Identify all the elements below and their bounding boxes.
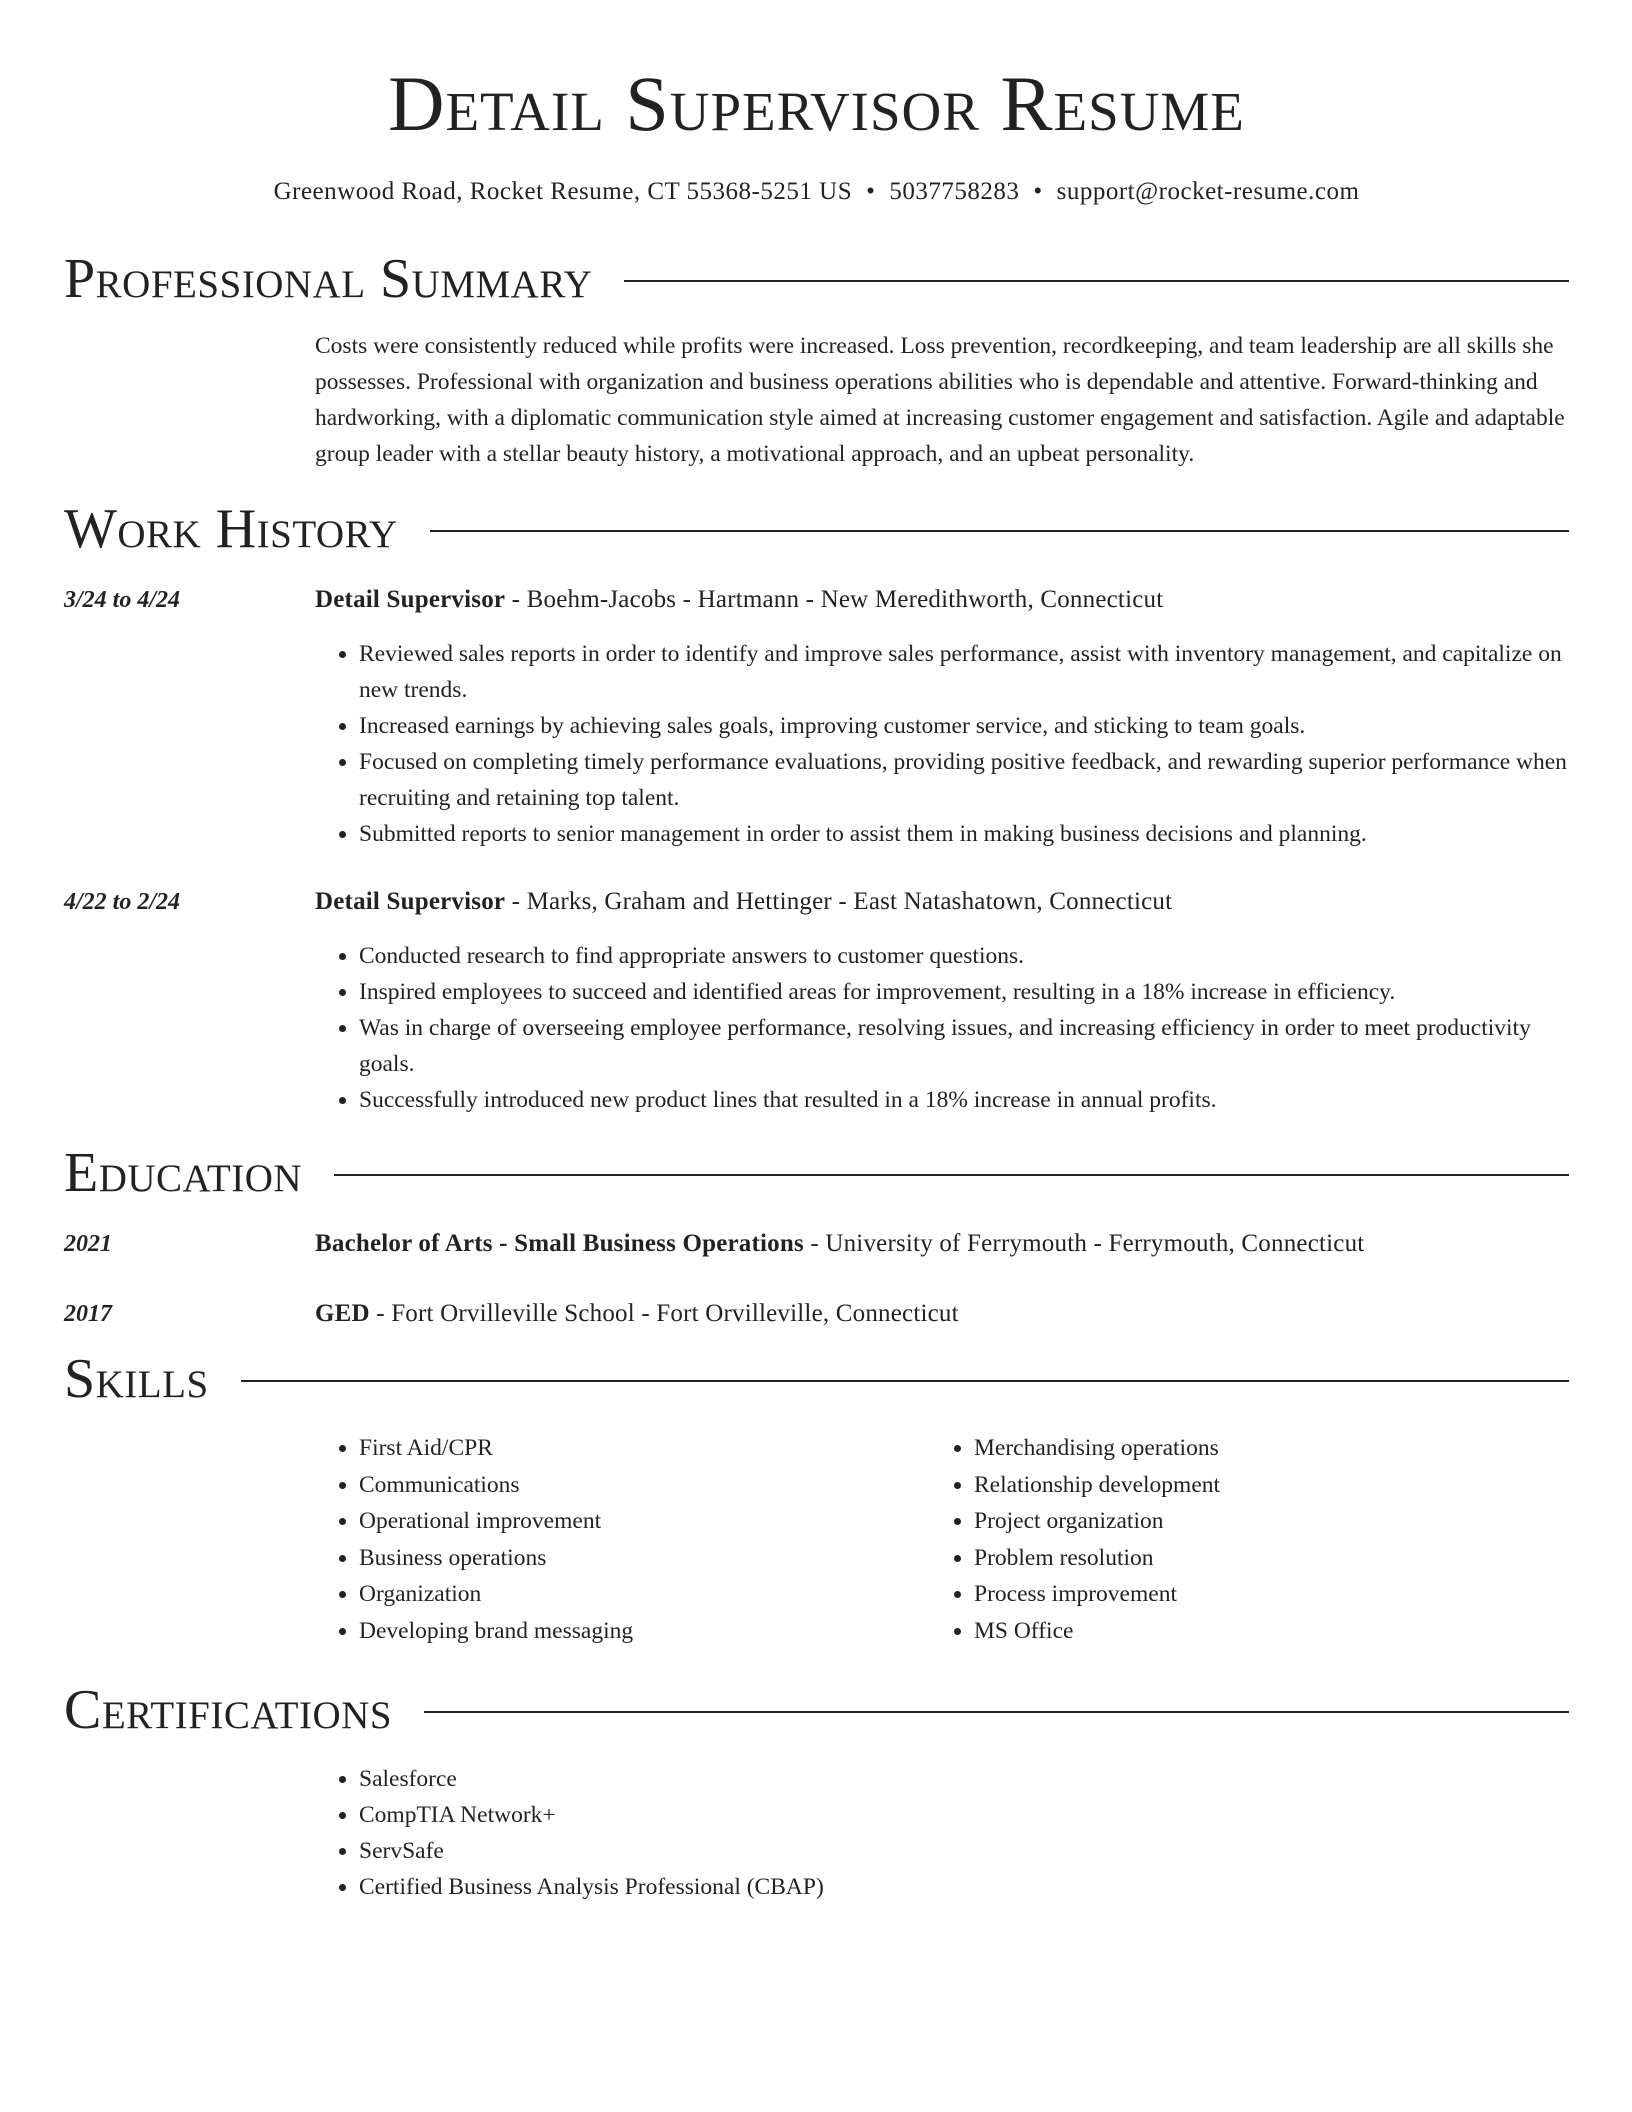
skill-item: • Project organization — [974, 1503, 1545, 1540]
skill-item: • MS Office — [974, 1613, 1545, 1650]
job-content — [315, 582, 1569, 852]
section-divider — [624, 280, 1569, 282]
education-details: - Fort Orvilleville School - Fort Orvilleville, Connecticut — [369, 1300, 959, 1327]
job-role: Detail Supervisor — [315, 888, 506, 915]
skill-item: • Developing brand messaging — [359, 1613, 930, 1650]
skill-item: • Operational improvement — [359, 1503, 930, 1540]
skill-item: • Merchandising operations — [974, 1430, 1545, 1467]
job-details: - Marks, Graham and Hettinger - East Natashatown, Connecticut — [505, 888, 1173, 915]
job-bullets — [315, 938, 1569, 1118]
education-year: 2021 — [64, 1231, 112, 1257]
education-year: 2017 — [64, 1301, 112, 1327]
education-content — [315, 1296, 1569, 1332]
certification-item: • CompTIA Network+ — [359, 1797, 1569, 1833]
contact-separator: • — [866, 178, 876, 205]
job-bullet: • Reviewed sales reports in order to identify and improve sales performance, assist with inventory management, and capitalize on new trends. — [359, 636, 1569, 708]
skill-item: • First Aid/CPR — [359, 1430, 930, 1467]
education-degree: GED — [315, 1300, 370, 1327]
education-heading — [315, 1226, 1569, 1262]
skill-item: • Problem resolution — [974, 1540, 1545, 1577]
job-role: Detail Supervisor — [315, 586, 506, 613]
section-divider — [424, 1711, 1569, 1713]
summary-section-title: Professional Summary — [64, 248, 593, 310]
section-divider — [241, 1380, 1569, 1382]
section-divider — [430, 530, 1569, 532]
contact-address: Greenwood Road, Rocket Resume, CT 55368-5251 US — [273, 178, 853, 205]
skills-right-column — [930, 1430, 1545, 1649]
skills-section-title: Skills — [64, 1348, 209, 1410]
job-bullet: • Conducted research to find appropriate answers to customer questions. — [359, 938, 1569, 974]
job-bullet: • Successfully introduced new product lines that resulted in a 18% increase in annual profits. — [359, 1082, 1569, 1118]
skill-item: • Communications — [359, 1467, 930, 1504]
education-content — [315, 1226, 1569, 1262]
resume-page — [64, 0, 1569, 1905]
certifications-section-header — [64, 1677, 1569, 1743]
summary-section-header — [64, 246, 1569, 312]
certifications-list — [315, 1761, 1569, 1905]
job-entry — [64, 884, 1569, 1118]
job-details: - Boehm-Jacobs - Hartmann - New Meredithworth, Connecticut — [505, 586, 1164, 613]
work-section-title: Work History — [64, 498, 398, 560]
contact-email: support@rocket-resume.com — [1056, 178, 1360, 205]
job-bullet: • Inspired employees to succeed and identified areas for improvement, resulting in a 18% increase in efficiency. — [359, 974, 1569, 1010]
skills-columns — [315, 1430, 1569, 1649]
contact-separator: • — [1033, 178, 1043, 205]
certification-item: • Salesforce — [359, 1761, 1569, 1797]
summary-text: Costs were consistently reduced while profits were increased. Loss prevention, recordkeeping, and team leadership are all skills she possesses. Professional with organization and business operations abilities who is dependable and attentive. Forward-thinking and hardworking, with a diplomatic communication style aimed at increasing customer engagement and satisfaction. Agile and adaptable group leader with a stellar beauty history, a motivational approach, and an upbeat personality. — [315, 333, 1565, 467]
education-degree: Bachelor of Arts - Small Business Operations — [315, 1230, 804, 1257]
job-bullet: • Focused on completing timely performance evaluations, providing positive feedback, and rewarding superior performance when recruiting and retaining top talent. — [359, 744, 1569, 816]
job-heading — [315, 582, 1569, 618]
job-dates: 4/22 to 2/24 — [64, 889, 181, 915]
job-bullet: • Submitted reports to senior management in order to assist them in making business decisions and planning. — [359, 816, 1569, 852]
certification-item: • Certified Business Analysis Professional (CBAP) — [359, 1869, 1569, 1905]
skill-item: • Process improvement — [974, 1576, 1545, 1613]
job-bullets — [315, 636, 1569, 852]
job-entry — [64, 582, 1569, 852]
skills-left-column — [315, 1430, 930, 1649]
certifications-bullets — [315, 1761, 1569, 1905]
job-heading — [315, 884, 1569, 920]
section-divider — [334, 1174, 1569, 1176]
skill-item: • Business operations — [359, 1540, 930, 1577]
education-section-title: Education — [64, 1142, 303, 1204]
education-heading — [315, 1296, 1569, 1332]
job-content — [315, 884, 1569, 1118]
certifications-section-title: Certifications — [64, 1679, 393, 1741]
education-entry — [64, 1296, 1569, 1332]
education-details: - University of Ferrymouth - Ferrymouth, Connecticut — [803, 1230, 1365, 1257]
job-bullet: • Increased earnings by achieving sales goals, improving customer service, and sticking to team goals. — [359, 708, 1569, 744]
skill-item: • Organization — [359, 1576, 930, 1613]
education-section-header — [64, 1140, 1569, 1206]
skills-section-header — [64, 1346, 1569, 1412]
job-dates: 3/24 to 4/24 — [64, 587, 181, 613]
job-bullet: • Was in charge of overseeing employee performance, resolving issues, and increasing efficiency in order to meet productivity goals. — [359, 1010, 1569, 1082]
contact-phone: 5037758283 — [889, 178, 1020, 205]
work-section-header — [64, 496, 1569, 562]
education-entry — [64, 1226, 1569, 1262]
contact-line — [64, 176, 1569, 208]
certification-item: • ServSafe — [359, 1833, 1569, 1869]
skill-item: • Relationship development — [974, 1467, 1545, 1504]
resume-title: Detail Supervisor Resume — [388, 60, 1245, 147]
